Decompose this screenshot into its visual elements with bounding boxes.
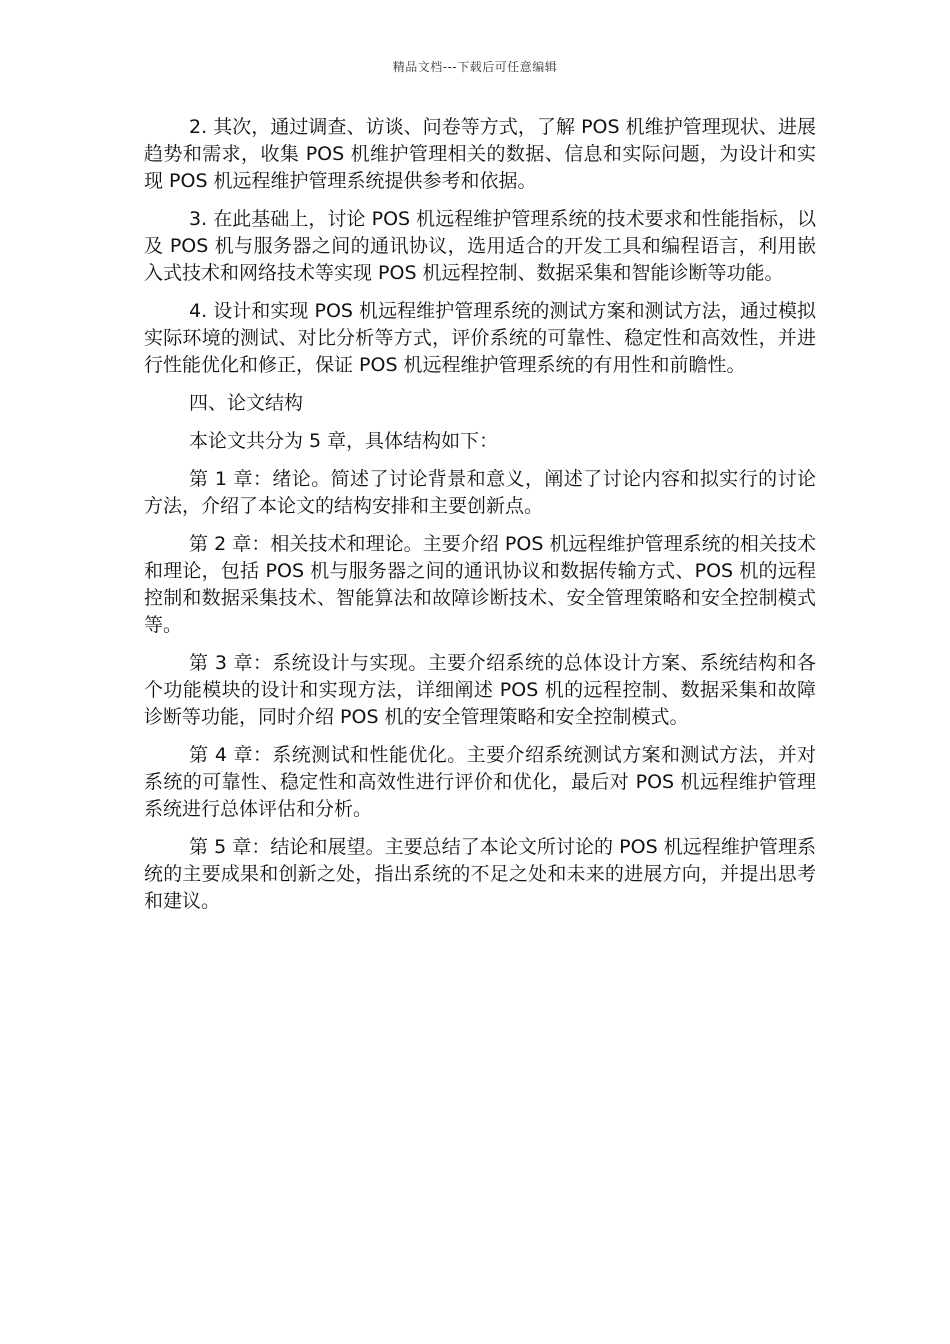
paragraph-chapter-3: 第 3 章：系统设计与实现。主要介绍系统的总体设计方案、系统结构和各个功能模块的设计和实现方法，详细阐述 POS 机的远程控制、数据采集和故障诊断等功能，同时介绍 POS 机的安全管理策略和安全控制模式。 xyxy=(144,652,816,728)
paragraph-method-2: 2. 其次，通过调查、访谈、问卷等方式，了解 POS 机维护管理现状、进展趋势和需求，收集 POS 机维护管理相关的数据、信息和实际问题，为设计和实现 POS 机远程维护管理系统提供参考和依据。 xyxy=(144,116,816,192)
section-heading-structure: 四、论文结构 xyxy=(189,392,304,414)
document-body xyxy=(144,114,816,926)
paragraph-method-4: 4. 设计和实现 POS 机远程维护管理系统的测试方案和测试方法，通过模拟实际环境的测试、对比分析等方式，评价系统的可靠性、稳定性和高效性，并进行性能优化和修正，保证 POS 机远程维护管理系统的有用性和前瞻性。 xyxy=(144,300,816,376)
page-header: 精品文档---下载后可任意编辑 xyxy=(392,60,558,74)
paragraph-structure-intro: 本论文共分为 5 章，具体结构如下： xyxy=(189,430,499,452)
paragraph-chapter-4: 第 4 章：系统测试和性能优化。主要介绍系统测试方案和测试方法，并对系统的可靠性、稳定性和高效性进行评价和优化，最后对 POS 机远程维护管理系统进行总体评估和分析。 xyxy=(144,744,816,820)
paragraph-chapter-5: 第 5 章：结论和展望。主要总结了本论文所讨论的 POS 机远程维护管理系统的主要成果和创新之处，指出系统的不足之处和未来的进展方向，并提出思考和建议。 xyxy=(144,836,816,912)
paragraph-method-3: 3. 在此基础上，讨论 POS 机远程维护管理系统的技术要求和性能指标，以及 POS 机与服务器之间的通讯协议，选用适合的开发工具和编程语言，利用嵌入式技术和网络技术等实现 POS 机远程控制、数据采集和智能诊断等功能。 xyxy=(144,208,816,284)
paragraph-chapter-1: 第 1 章：绪论。简述了讨论背景和意义，阐述了讨论内容和拟实行的讨论方法，介绍了本论文的结构安排和主要创新点。 xyxy=(144,468,816,517)
paragraph-chapter-2: 第 2 章：相关技术和理论。主要介绍 POS 机远程维护管理系统的相关技术和理论，包括 POS 机与服务器之间的通讯协议和数据传输方式、POS 机的远程控制和数据采集技术、智能算法和故障诊断技术、安全管理策略和安全控制模式等。 xyxy=(144,533,816,636)
